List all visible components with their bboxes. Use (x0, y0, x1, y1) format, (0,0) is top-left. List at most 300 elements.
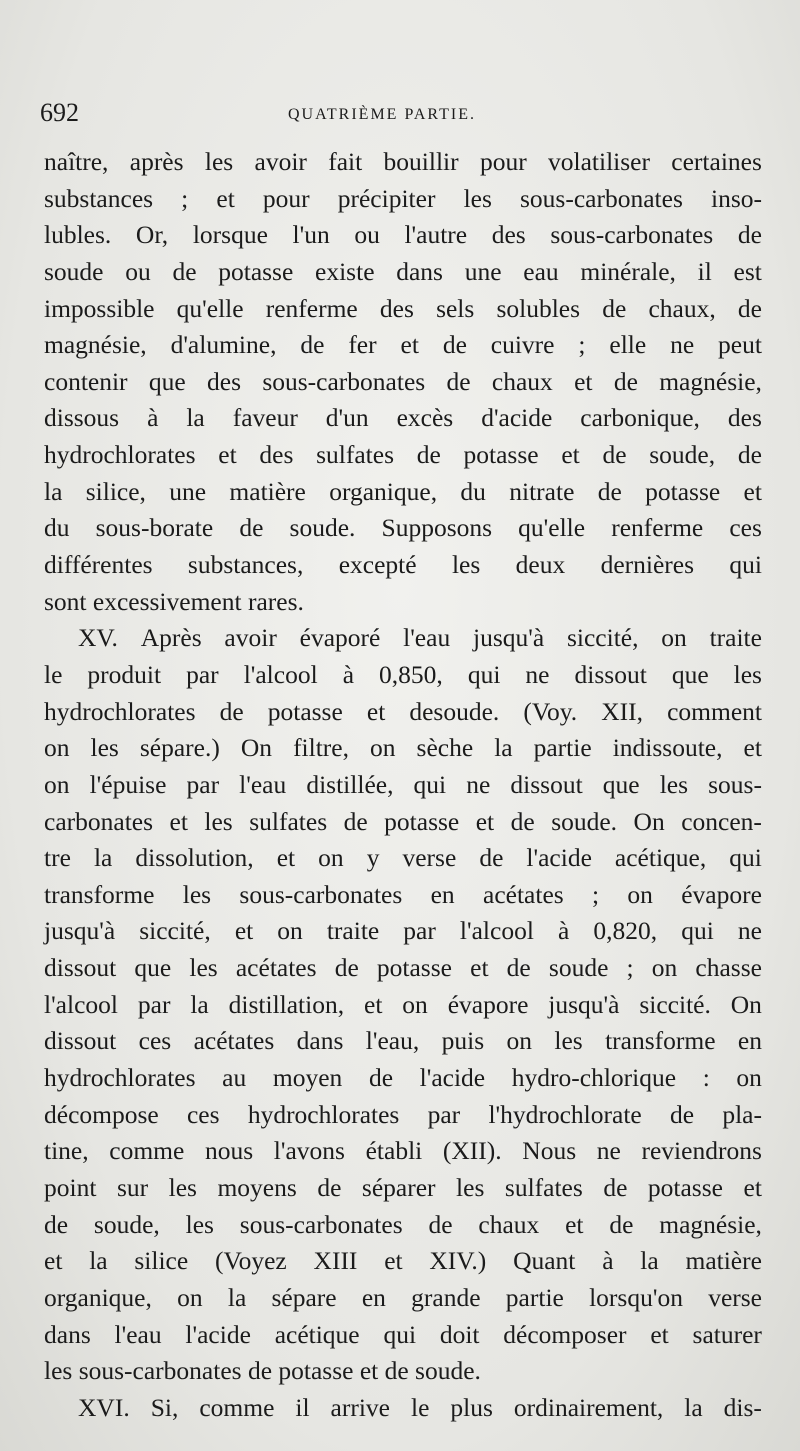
word: cuivre (490, 330, 555, 360)
word: distillation, (228, 989, 345, 1019)
word: avoir (224, 623, 277, 653)
word: décomposer (503, 1319, 627, 1349)
word: sulfates (504, 1172, 583, 1202)
word: dans (44, 1319, 91, 1349)
word: la (494, 733, 513, 763)
word: distillée, (306, 769, 394, 799)
word: précipiter (337, 183, 436, 213)
word: contenir (44, 366, 128, 396)
word: des (259, 440, 294, 470)
word: le (44, 659, 63, 689)
text-line (44, 657, 762, 694)
word: l'eau (114, 1319, 162, 1349)
word: sous- (708, 769, 762, 799)
word: par (137, 989, 171, 1019)
word: verse (402, 843, 457, 873)
word: substances (44, 183, 154, 213)
word: à (342, 659, 355, 689)
word: il (697, 256, 712, 286)
text-line (44, 840, 762, 877)
word: ne (525, 659, 550, 689)
word: potasse (267, 696, 343, 726)
word: les (189, 953, 218, 983)
word: décompose (44, 1099, 159, 1129)
word: que (148, 366, 186, 396)
word: soude (44, 256, 104, 286)
word: chaux (491, 366, 553, 396)
word: le (410, 1392, 430, 1422)
word: desoude. (409, 696, 500, 726)
word: qui (383, 1319, 417, 1349)
word: On (240, 733, 273, 763)
word: transforme (605, 1026, 716, 1056)
word: dans (296, 1026, 344, 1056)
word: et (475, 806, 495, 836)
word: On (730, 989, 762, 1019)
word: on (44, 733, 70, 763)
word: carbonique, (580, 403, 700, 433)
word: qui (467, 659, 501, 689)
word: du (44, 513, 70, 543)
word: de (737, 220, 762, 250)
word: et (234, 916, 254, 946)
word: reviendrons (641, 1136, 762, 1166)
word: et (276, 843, 296, 873)
word: il (295, 1392, 310, 1422)
word: saturer (692, 1319, 762, 1349)
text-line (44, 437, 762, 474)
word: hydrochlorates (247, 1099, 400, 1129)
word: comment (667, 696, 762, 726)
word: ; (592, 879, 600, 909)
word: potasse (645, 476, 721, 506)
word: dans (396, 256, 443, 286)
word: de (506, 953, 531, 983)
word: d'alumine, (170, 330, 277, 360)
word: l'alcool (243, 659, 318, 689)
text-line (44, 730, 762, 767)
word: de (670, 1099, 695, 1129)
text-line (44, 1097, 762, 1134)
text-line (44, 1243, 762, 1280)
word: et (561, 440, 580, 470)
word: avoir (254, 147, 307, 176)
word: l'eau, (365, 1026, 420, 1056)
word: bouillir (383, 147, 459, 176)
word: ces (729, 513, 762, 543)
word: par (427, 1099, 461, 1129)
word: Or, (135, 220, 169, 250)
word: des (727, 403, 762, 433)
word: et (400, 330, 419, 360)
word: de (613, 366, 638, 396)
word: jusqu'à (548, 989, 620, 1019)
word: pour (262, 183, 310, 213)
page-number: 692 (40, 98, 79, 127)
text-line (44, 1023, 762, 1060)
word: les (204, 806, 233, 836)
word: acétates (193, 1026, 275, 1056)
word: partie (505, 1282, 564, 1312)
word: puis (441, 1026, 485, 1056)
word: on (661, 623, 687, 653)
word: lorsque (192, 220, 268, 250)
word: arrive (330, 1392, 390, 1422)
word: XII, (601, 696, 644, 726)
word: les (90, 733, 119, 763)
word: de (428, 1209, 453, 1239)
word: séparer (361, 1172, 436, 1202)
word: de (172, 256, 197, 286)
word: à (147, 403, 159, 433)
word: ne (466, 769, 491, 799)
word: dissous (44, 403, 120, 433)
word: et (574, 366, 593, 396)
word: soude, (649, 440, 716, 470)
word: ordinairement, (513, 1392, 664, 1422)
word: de (239, 513, 264, 543)
word: ou (125, 256, 151, 286)
text-line (44, 1170, 762, 1207)
word: peut (718, 330, 762, 360)
word: ou (354, 220, 380, 250)
word: du (460, 476, 486, 506)
word: de (602, 440, 627, 470)
word: sépare (271, 1282, 337, 1312)
word: existe (315, 256, 375, 286)
word: la (227, 1282, 247, 1312)
word: est (733, 256, 762, 286)
word: 0,820, (593, 916, 658, 946)
word: les (204, 147, 234, 176)
word: silice (134, 1246, 189, 1276)
word: comme (199, 1392, 275, 1422)
text-line (44, 1060, 762, 1097)
text-line (44, 1133, 762, 1170)
word: nitrate (509, 476, 575, 506)
word: acétates (483, 879, 564, 909)
word: nous (204, 1136, 254, 1166)
word: on (44, 769, 70, 799)
word: par (186, 769, 220, 799)
word: une (464, 256, 502, 286)
word: dissout (44, 1026, 117, 1056)
word: potasse (218, 256, 294, 286)
text-line (44, 950, 762, 987)
word: l'eau (403, 623, 451, 653)
text-line (44, 144, 762, 181)
word: différentes (44, 550, 153, 580)
word: la (93, 843, 113, 873)
word: dis- (723, 1392, 762, 1422)
word: l'épuise (89, 769, 167, 799)
word: dernières (600, 550, 695, 580)
word: qui (681, 916, 714, 946)
word: soude, (93, 1209, 160, 1239)
word: sur (116, 1172, 149, 1202)
word: de (416, 440, 441, 470)
text-line (44, 694, 762, 731)
word: partie (533, 733, 592, 763)
word: magnésie, (44, 330, 147, 360)
word: renferme (265, 293, 358, 323)
word: de (603, 1172, 628, 1202)
word: acétique, (614, 843, 707, 873)
word: en (430, 879, 455, 909)
word: les (182, 879, 212, 909)
word: potasse (463, 440, 539, 470)
word: la (89, 1246, 108, 1276)
word: potasse (647, 1172, 723, 1202)
word: soude. (289, 513, 356, 543)
word: en (361, 1282, 386, 1312)
word: l'acide (419, 1063, 486, 1093)
word: l'acide (185, 1319, 251, 1349)
word: inso- (710, 183, 762, 213)
word: on (736, 1063, 762, 1093)
word: de (442, 330, 467, 360)
word: comme (109, 1136, 185, 1166)
word: sous-carbonates (239, 879, 403, 909)
word: de (334, 953, 359, 983)
word: l'un (292, 220, 330, 250)
text-line (44, 217, 762, 254)
word: et (743, 476, 762, 506)
word: qui (413, 769, 447, 799)
text-line (44, 291, 762, 328)
word: sous-carbonates (262, 366, 426, 396)
word: excès (396, 403, 454, 433)
word: en (737, 1026, 762, 1056)
word: on (627, 879, 653, 909)
word: matière (685, 1246, 762, 1276)
word: eau (523, 256, 559, 286)
page-header (40, 98, 760, 132)
word: transforme (44, 879, 155, 909)
word: à (557, 916, 570, 946)
word: hydrochlorates (44, 696, 196, 726)
word: on (318, 843, 344, 873)
word: volatiliser (548, 147, 650, 176)
word: jusqu'à (473, 623, 545, 653)
word: de (737, 440, 762, 470)
text-line (44, 1207, 762, 1244)
word: qu'elle (518, 513, 586, 543)
word: fait (328, 147, 363, 176)
word: l'alcool (459, 916, 534, 946)
word: de (343, 806, 368, 836)
word: ; (181, 183, 189, 213)
word: grande (411, 1282, 481, 1312)
word: on (506, 1026, 532, 1056)
word: sous-carbonates (239, 1209, 403, 1239)
word: hydro-chlorique (511, 1063, 677, 1093)
word: moyen (272, 1063, 343, 1093)
word: des (207, 366, 242, 396)
word: et (650, 1319, 669, 1349)
word: soude (548, 953, 609, 983)
word: potasse (384, 806, 460, 836)
word: sépare.) (139, 733, 220, 763)
word: tine, (44, 1136, 89, 1166)
word: et (218, 440, 237, 470)
word: l'eau (239, 769, 287, 799)
word: de (510, 806, 535, 836)
word: une (169, 476, 207, 506)
word: la (640, 1246, 659, 1276)
body-text (44, 144, 762, 1426)
word: la (684, 1392, 703, 1422)
word: deux (515, 550, 566, 580)
word: de (609, 1209, 634, 1239)
word: organique, (44, 1282, 152, 1312)
word: de (219, 696, 244, 726)
word: solubles (496, 293, 581, 323)
word: à (602, 1246, 614, 1276)
word: de (597, 476, 622, 506)
word: et (366, 696, 386, 726)
word: de (368, 1063, 394, 1093)
word: les (733, 659, 762, 689)
word: évapore (681, 879, 762, 909)
word: la (190, 989, 209, 1019)
word: verse (708, 1282, 762, 1312)
paragraph-start-line (44, 620, 762, 657)
text-line: sont excessivement rares. (44, 586, 304, 616)
word: la (186, 403, 205, 433)
word: Nous (522, 1136, 577, 1166)
word: de (479, 843, 504, 873)
word: et (364, 989, 383, 1019)
word: On (633, 806, 665, 836)
word: Quant (513, 1246, 576, 1276)
word: hydrochlorates (44, 440, 196, 470)
text-line (44, 547, 762, 584)
word: évaporé (299, 623, 381, 653)
word: : (702, 1063, 710, 1093)
word: et (384, 1246, 403, 1276)
word: dissolution, (135, 843, 254, 873)
word: ; (626, 953, 634, 983)
word: de (300, 330, 325, 360)
word: de (446, 366, 471, 396)
word: lorsqu'on (589, 1282, 683, 1312)
word: matière (229, 476, 306, 506)
text-line: les sous-carbonates de potasse et de soude. (44, 1356, 481, 1386)
word: ne (670, 330, 695, 360)
word: potasse (376, 953, 452, 983)
word: on (177, 1282, 203, 1312)
text-line (44, 474, 762, 511)
word: que (134, 953, 172, 983)
word: Supposons (381, 513, 493, 543)
word: l'hydrochlorate (488, 1099, 642, 1129)
word: et (470, 953, 489, 983)
word: filtre, (293, 733, 349, 763)
word: carbonates (44, 806, 154, 836)
paragraph-start-line (44, 1390, 762, 1427)
text-line (44, 767, 762, 804)
word: et (565, 1209, 584, 1239)
word: sous-borate (95, 513, 214, 543)
word: et (216, 183, 235, 213)
text-line (44, 364, 762, 401)
word: on (370, 733, 396, 763)
word: l'autre (404, 220, 468, 250)
word: acétique (274, 1319, 360, 1349)
word: les (451, 550, 481, 580)
word: dissout (44, 953, 117, 983)
word: XV. (78, 623, 118, 653)
word: les (659, 769, 689, 799)
text-line (44, 1317, 762, 1354)
word: chaux (478, 1209, 540, 1239)
word: minérale, (580, 256, 676, 286)
word: dissout (510, 769, 583, 799)
word: sels (436, 293, 475, 323)
word: qu'elle (176, 293, 244, 323)
word: et (169, 806, 188, 836)
word: pla- (722, 1099, 762, 1129)
word: Après (140, 623, 202, 653)
word: impossible (44, 293, 155, 323)
word: l'avons (273, 1136, 345, 1166)
word: l'acide (526, 843, 592, 873)
word: des (379, 293, 414, 323)
word: sous-carbonates (550, 220, 714, 250)
text-line (44, 400, 762, 437)
word: qui (729, 843, 762, 873)
word: concen- (681, 806, 762, 836)
word: siccité, (139, 916, 211, 946)
word: les (463, 183, 492, 213)
word: les (185, 1209, 214, 1239)
word: et (44, 1246, 63, 1276)
word: les (168, 1172, 197, 1202)
word: de (737, 293, 762, 323)
word: on (402, 989, 428, 1019)
word: fer (348, 330, 377, 360)
word: que (671, 659, 709, 689)
word: d'un (325, 403, 369, 433)
word: sous-carbonates (520, 183, 683, 213)
word: doit (439, 1319, 480, 1349)
word: magnésie, (659, 1209, 762, 1239)
word: lubles. (44, 220, 112, 250)
word: et (743, 1172, 762, 1202)
word: renferme (611, 513, 704, 543)
word: ; (578, 330, 586, 360)
word: traite (709, 623, 762, 653)
word: on (651, 953, 678, 983)
word: magnésie, (659, 366, 762, 396)
word: de (44, 1209, 69, 1239)
word: plus (450, 1392, 493, 1422)
word: ces (138, 1026, 172, 1056)
text-line (44, 254, 762, 291)
word: sulfates (316, 440, 394, 470)
word: (Voyez (214, 1246, 287, 1276)
word: que (602, 769, 640, 799)
word: produit (87, 659, 162, 689)
text-line (44, 181, 762, 218)
word: jusqu'à (44, 916, 116, 946)
word: silice, (85, 476, 146, 506)
word: sulfates (249, 806, 328, 836)
text-line (44, 913, 762, 950)
word: (XII). (442, 1136, 502, 1166)
word: les (456, 1172, 485, 1202)
